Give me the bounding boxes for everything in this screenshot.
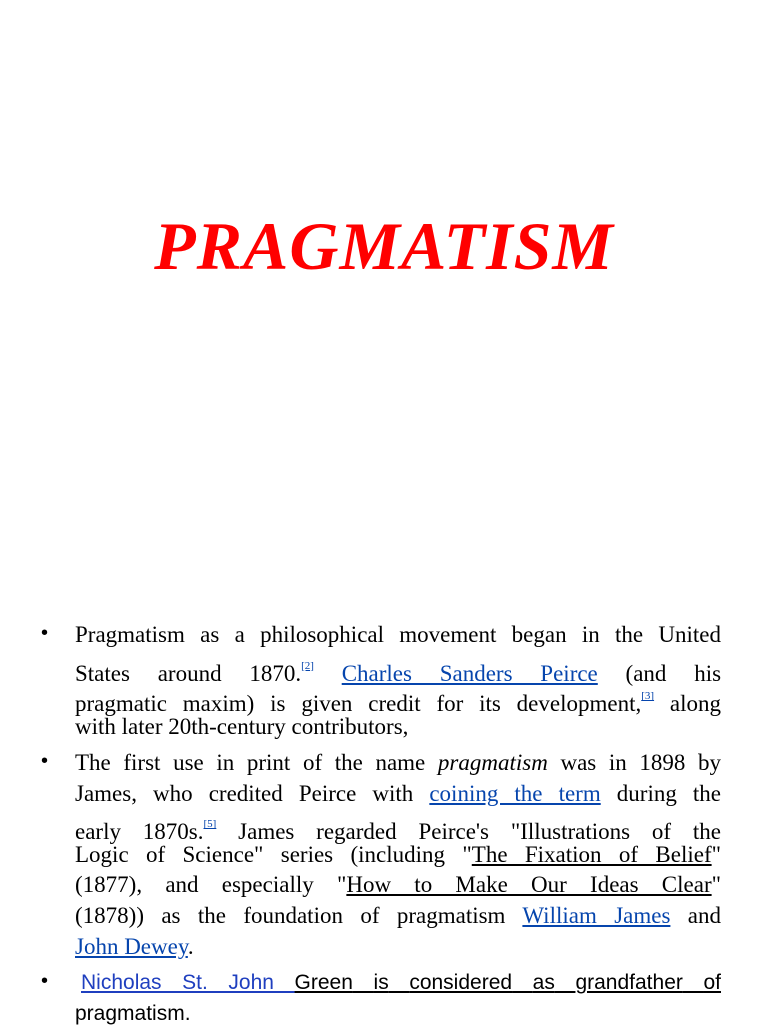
text-line xyxy=(75,870,721,901)
text-run: with later 20th-century contributors, xyxy=(75,713,409,739)
text-line xyxy=(75,932,721,963)
text-run: Green xyxy=(294,971,353,994)
text-run: as xyxy=(532,971,555,994)
text-run: especially xyxy=(221,872,314,898)
link-nicholas-st-john[interactable]: Nicholas St. John xyxy=(81,971,295,994)
text-run: The first use in print of the name xyxy=(75,750,426,775)
text-line xyxy=(75,620,721,651)
bullet-dot: • xyxy=(41,622,49,644)
bullet-dot: • xyxy=(41,970,49,992)
link-william-james[interactable]: William James xyxy=(522,902,671,928)
emphasis-text: pragmatism xyxy=(437,750,548,775)
list-item xyxy=(41,968,721,1029)
link-charles-sanders-peirce[interactable]: Charles Sanders Peirce xyxy=(341,660,598,686)
text-run: 1870. xyxy=(249,660,302,686)
text-run: " xyxy=(336,872,347,898)
text-run: his xyxy=(694,660,722,686)
text-run: (1878)) as the foundation of pragmatism xyxy=(75,902,506,928)
text-run: " xyxy=(711,841,721,867)
link-coining-the-term[interactable]: coining the term xyxy=(429,780,601,806)
text-line xyxy=(75,901,721,932)
text-run: James regarded Peirce's "Illustrations of the xyxy=(238,819,722,845)
text-run: " xyxy=(711,872,721,898)
text-run: Logic of Science" series (including " xyxy=(75,841,472,867)
text-line xyxy=(75,999,721,1029)
text-run: pragmatism. xyxy=(75,1001,191,1025)
text-run: and xyxy=(687,902,722,928)
text-run: (1877), xyxy=(75,872,143,898)
underlined-title: How to Make Our Ideas Clear xyxy=(346,872,712,898)
text-run: (and xyxy=(625,660,667,686)
text-run: of xyxy=(703,971,721,994)
page-title: PRAGMATISM xyxy=(154,208,614,284)
text-run: grandfather xyxy=(575,971,683,994)
text-run: considered xyxy=(409,971,513,994)
text-line xyxy=(75,779,721,810)
text-line xyxy=(75,712,721,743)
text-line xyxy=(75,748,721,779)
text-run: . xyxy=(187,933,194,959)
text-run: during the xyxy=(616,780,722,806)
list-item xyxy=(41,620,722,742)
text-line xyxy=(75,968,721,999)
text-run: States xyxy=(75,660,130,686)
text-run: was in 1898 by xyxy=(560,750,721,775)
text-run: along xyxy=(669,691,722,717)
text-line xyxy=(75,840,721,871)
text-run: pragmatic maxim) is given credit for its development, xyxy=(75,691,642,717)
list-item xyxy=(41,748,722,962)
citation-link[interactable]: [5] xyxy=(203,818,217,831)
bullet-dot: • xyxy=(41,750,49,772)
text-run: James, who credited Peirce with xyxy=(75,780,414,806)
underlined-title: The Fixation of Belief xyxy=(471,841,712,867)
text-run: is xyxy=(373,971,389,994)
citation-link[interactable]: [3] xyxy=(641,690,655,703)
text-run: and xyxy=(165,872,199,898)
citation-link[interactable]: [2] xyxy=(301,659,314,672)
text-run: around xyxy=(157,660,222,686)
text-run: early 1870s. xyxy=(75,819,204,845)
link-john-dewey[interactable]: John Dewey xyxy=(75,933,188,959)
text-line xyxy=(75,809,722,845)
text-run: Pragmatism as a philosophical movement began in the United xyxy=(75,622,721,647)
text-line xyxy=(75,651,722,686)
text-line xyxy=(75,681,722,717)
